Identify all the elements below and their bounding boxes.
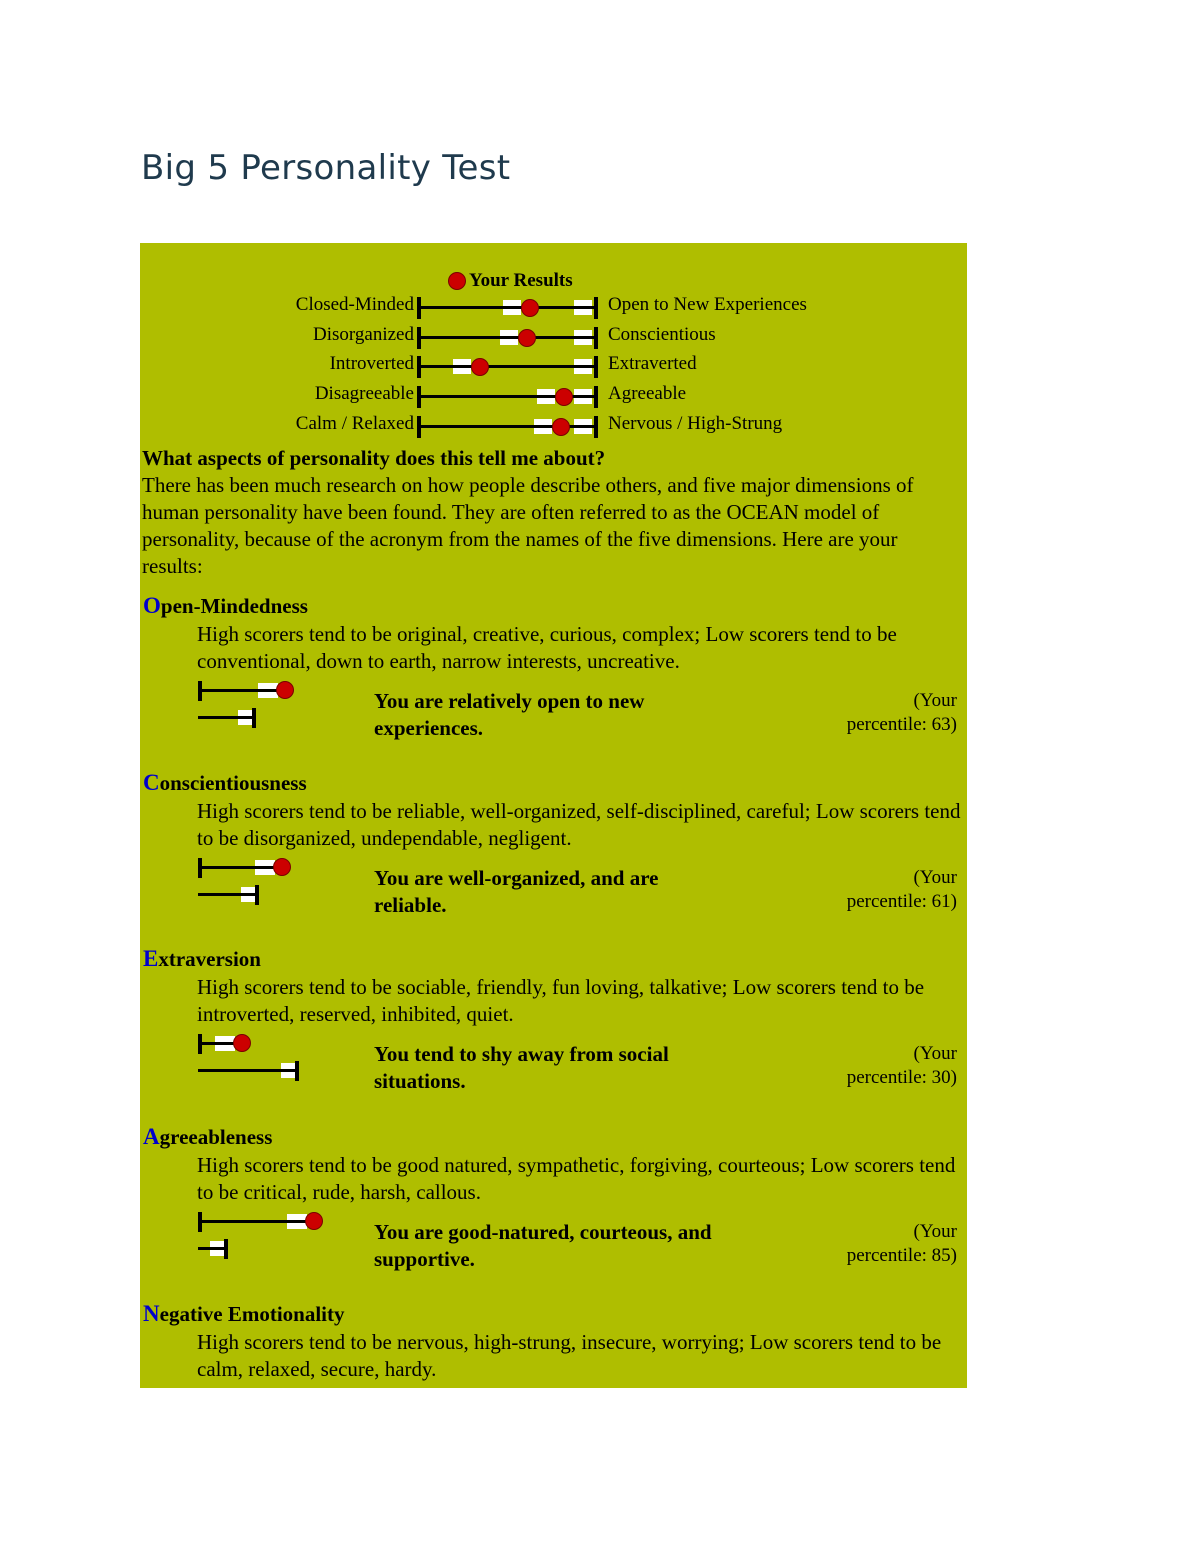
dimension-name: onscientiousness: [159, 771, 307, 795]
dimension-description: High scorers tend to be reliable, well-organized, self-disciplined, careful; Low scorers tend to be disorganized, undependable, negligent.: [197, 799, 961, 850]
dimension-percentile: [817, 1220, 957, 1268]
track-line: [417, 425, 598, 428]
bar-white-band: [258, 683, 278, 698]
dimension-name: greeableness: [159, 1125, 273, 1149]
summary-left-label: Introverted: [329, 353, 414, 374]
result-dot-icon: [518, 329, 536, 347]
result-dot-icon: [233, 1034, 251, 1052]
dimension-score-bar: [198, 1034, 328, 1084]
summary-track: [417, 356, 598, 378]
summary-right-label: Open to New Experiences: [608, 294, 807, 315]
dimension-title: [143, 1124, 272, 1150]
summary-row: [140, 353, 967, 379]
dimension-description: High scorers tend to be original, creative, curious, complex; Low scorers tend to be conventional, down to earth, narrow interests, uncreative.: [197, 622, 897, 673]
track-left-cap: [417, 356, 421, 378]
track-white-band: [574, 300, 592, 315]
dimension-name: pen-Mindedness: [160, 594, 308, 618]
dimension-title: [143, 770, 307, 796]
dimension-score-bar: [198, 858, 328, 908]
dimension-verdict: You are good-natured, courteous, and supportive.: [374, 1220, 712, 1271]
percentile-line: (Your: [913, 867, 957, 888]
legend-label: Your Results: [469, 270, 573, 291]
summary-left-label: Closed-Minded: [295, 294, 414, 315]
dimension-percentile: [817, 689, 957, 737]
legend: [448, 270, 573, 292]
result-dot-icon: [276, 681, 294, 699]
dimension-verdict: You are well-organized, and are reliable.: [374, 866, 659, 917]
bar-right-cap: [255, 885, 259, 905]
dimension-description: High scorers tend to be nervous, high-strung, insecure, worrying; Low scorers tend to be calm, relaxed, secure, hardy.: [197, 1330, 942, 1381]
bar-white-band: [238, 710, 252, 725]
dimension-percentile: [817, 1042, 957, 1090]
summary-right-label: Conscientious: [608, 324, 716, 345]
track-right-cap: [594, 416, 598, 438]
track-line: [417, 365, 598, 368]
percentile-line: percentile: 85): [846, 1245, 957, 1266]
summary-left-label: Disagreeable: [314, 383, 414, 404]
bar-right-cap: [252, 708, 256, 728]
summary-left-label: Calm / Relaxed: [295, 413, 414, 434]
summary-track: [417, 416, 598, 438]
track-left-cap: [417, 327, 421, 349]
dimension-description: High scorers tend to be good natured, sympathetic, forgiving, courteous; Low scorers tend to be critical, rude, harsh, callous.: [197, 1153, 956, 1204]
summary-left-label: Disorganized: [313, 324, 414, 345]
dimension-title: [143, 946, 261, 972]
percentile-line: percentile: 61): [846, 891, 957, 912]
summary-track: [417, 386, 598, 408]
percentile-line: percentile: 30): [846, 1067, 957, 1088]
track-white-band: [537, 389, 555, 404]
dimension-title: [143, 1301, 345, 1327]
dimension-description: High scorers tend to be sociable, friendly, fun loving, talkative; Low scorers tend to be introverted, reserved, inhibited, quiet.: [197, 975, 925, 1026]
dimension-initial: A: [143, 1124, 160, 1149]
track-white-band: [574, 419, 592, 434]
percentile-line: (Your: [913, 690, 957, 711]
dimension-score-bar: [198, 681, 328, 731]
summary-track: [417, 297, 598, 319]
track-right-cap: [594, 297, 598, 319]
summary-row: [140, 413, 967, 439]
result-dot-icon: [273, 858, 291, 876]
intro-text: There has been much research on how people describe others, and five major dimensions of human personality have been found. They are often referred to as the OCEAN model of personality, because of the acronym from the names of the five dimensions. Here are your results:: [142, 473, 914, 578]
summary-row: [140, 294, 967, 320]
result-dot-icon: [521, 299, 539, 317]
summary-right-label: Agreeable: [608, 383, 687, 404]
track-white-band: [503, 300, 521, 315]
track-left-cap: [417, 416, 421, 438]
result-dot-icon: [552, 418, 570, 436]
bar-white-band: [215, 1036, 235, 1051]
track-right-cap: [594, 356, 598, 378]
dimension-verdict: You tend to shy away from social situations.: [374, 1042, 669, 1093]
track-white-band: [574, 330, 592, 345]
result-dot-icon: [448, 272, 466, 290]
track-right-cap: [594, 327, 598, 349]
dimension-initial: E: [143, 946, 159, 971]
track-white-band: [534, 419, 552, 434]
summary-row: [140, 324, 967, 350]
dimension-verdict: You are relatively open to new experiences.: [374, 689, 645, 740]
track-white-band: [574, 389, 592, 404]
track-right-cap: [594, 386, 598, 408]
bar-white-band: [287, 1214, 307, 1229]
results-panel: [140, 243, 967, 1388]
percentile-line: percentile: 63): [846, 714, 957, 735]
bar-white-band: [241, 887, 255, 902]
track-white-band: [500, 330, 518, 345]
dimension-initial: C: [143, 770, 160, 795]
track-white-band: [453, 359, 471, 374]
track-left-cap: [417, 297, 421, 319]
dimension-initial: O: [143, 593, 161, 618]
track-left-cap: [417, 386, 421, 408]
dimension-initial: N: [143, 1301, 160, 1326]
result-dot-icon: [305, 1212, 323, 1230]
summary-row: [140, 383, 967, 409]
bar-white-band: [281, 1063, 295, 1078]
summary-track: [417, 327, 598, 349]
question-heading: What aspects of personality does this tell me about?: [142, 446, 606, 470]
dimension-name: egative Emotionality: [159, 1302, 345, 1326]
dimension-name: xtraversion: [158, 947, 261, 971]
summary-right-label: Extraverted: [608, 353, 697, 374]
result-dot-icon: [471, 358, 489, 376]
dimension-percentile: [817, 866, 957, 914]
result-dot-icon: [555, 388, 573, 406]
page-title: Big 5 Personality Test: [141, 148, 511, 188]
dimension-score-bar: [198, 1212, 328, 1262]
dimension-title: [143, 593, 308, 619]
bar-white-band: [255, 860, 275, 875]
track-white-band: [574, 359, 592, 374]
percentile-line: (Your: [913, 1043, 957, 1064]
percentile-line: (Your: [913, 1221, 957, 1242]
bar-white-band: [210, 1241, 224, 1256]
summary-right-label: Nervous / High-Strung: [608, 413, 783, 434]
bar-right-cap: [295, 1061, 299, 1081]
bar-right-cap: [224, 1239, 228, 1259]
